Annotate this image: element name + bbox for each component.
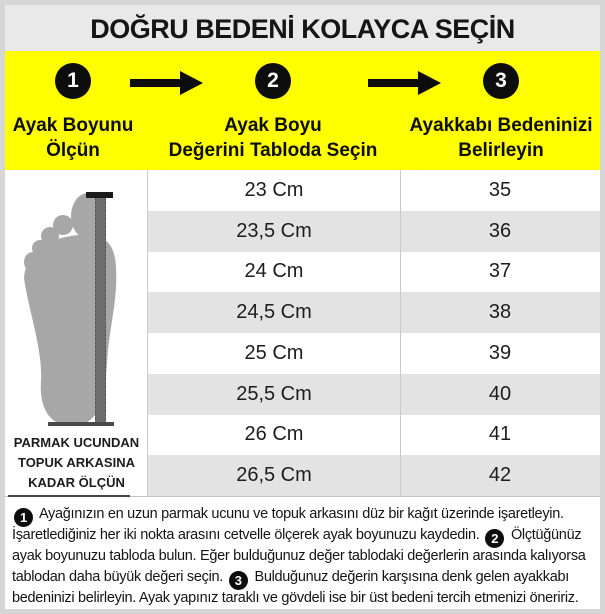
step-3-label-line1: Ayakkabı Bedeninizi	[409, 115, 593, 136]
foot-length-cell: 25,5 Cm	[236, 382, 312, 405]
step-1-label	[8, 113, 138, 163]
step-3-number-badge: 3	[483, 63, 519, 99]
shoe-size-cell: 41	[488, 423, 512, 446]
shoe-size-cell: 42	[488, 464, 512, 487]
foot-length-cell: 26 Cm	[244, 423, 304, 446]
foot-caption-line2: TOPUK ARKASINA	[17, 455, 135, 470]
instruction-badge-2: 2	[485, 529, 504, 548]
foot-length-cell: 23 Cm	[244, 178, 304, 201]
step-1-number-badge: 1	[55, 63, 91, 99]
step-2-label	[148, 113, 398, 163]
step-3	[386, 51, 600, 163]
instructions-text	[5, 497, 600, 609]
step-2-label-line2: Değerini Tabloda Seçin	[168, 140, 378, 161]
instruction-badge-1: 1	[14, 508, 33, 527]
foot-length-cell: 24 Cm	[244, 260, 304, 283]
instruction-part-2: Ölçtüğünüz ayak boyunuzu tabloda bulun. Eğer bulduğunuz değer tablodaki değerlerin arasında kalıyorsa tablodan daha büyük değeri seçin.	[12, 527, 586, 585]
foot-caption	[5, 433, 148, 493]
foot-length-cell: 23,5 Cm	[236, 219, 312, 242]
steps-header	[5, 51, 600, 170]
step-1	[8, 51, 138, 163]
table-row	[148, 455, 600, 496]
content-area	[5, 5, 600, 609]
foot-length-cell: 25 Cm	[244, 341, 304, 364]
table-row	[148, 252, 600, 293]
table-row	[148, 415, 600, 456]
column-divider	[400, 170, 401, 496]
table-row	[148, 211, 600, 252]
step-3-label	[386, 113, 600, 163]
step-1-label-line1: Ayak Boyunu	[12, 115, 134, 136]
table-row	[148, 170, 600, 211]
shoe-size-cell: 39	[488, 341, 512, 364]
page-title: DOĞRU BEDENİ KOLAYCA SEÇİN	[5, 5, 600, 51]
step-1-label-line2: Ölçün	[46, 140, 100, 161]
shoe-size-cell: 36	[488, 219, 512, 242]
step-2-number-badge: 2	[255, 63, 291, 99]
instruction-part-3: Bulduğunuz değerin karşısına denk gelen ayakkabı bedeninizi belirleyin. Ayak yapınız taraklı ve gövdeli ise bir üst bedeni tercih etmenizi öneririz.	[12, 569, 579, 606]
foot-caption-line1: PARMAK UCUNDAN	[13, 435, 140, 450]
table-row	[148, 292, 600, 333]
foot-panel-underline	[8, 495, 130, 497]
foot-length-cell: 26,5 Cm	[236, 464, 312, 487]
table-row	[148, 333, 600, 374]
column-divider	[147, 170, 148, 496]
foot-length-cell: 24,5 Cm	[236, 301, 312, 324]
step-2	[148, 51, 398, 163]
shoe-size-cell: 37	[488, 260, 512, 283]
instruction-badge-3: 3	[229, 571, 248, 590]
size-table	[5, 170, 600, 497]
foot-measure-panel	[5, 170, 148, 496]
size-table-rows	[148, 170, 600, 496]
instruction-part-1: Ayağınızın en uzun parmak ucunu ve topuk arkasını düz bir kağıt üzerinde işaretleyin. İşaretlediğiniz her iki nokta arasını cetvelle ölçerek ayak boyunuzu kaydedin.	[12, 506, 564, 543]
step-3-label-line2: Belirleyin	[458, 140, 544, 161]
shoe-size-cell: 38	[488, 301, 512, 324]
table-row	[148, 374, 600, 415]
foot-measurement-icon	[5, 184, 148, 429]
shoe-size-cell: 40	[488, 382, 512, 405]
foot-caption-line3: KADAR ÖLÇÜN	[28, 475, 125, 490]
step-2-label-line1: Ayak Boyu	[224, 115, 322, 136]
shoe-size-cell: 35	[488, 178, 512, 201]
